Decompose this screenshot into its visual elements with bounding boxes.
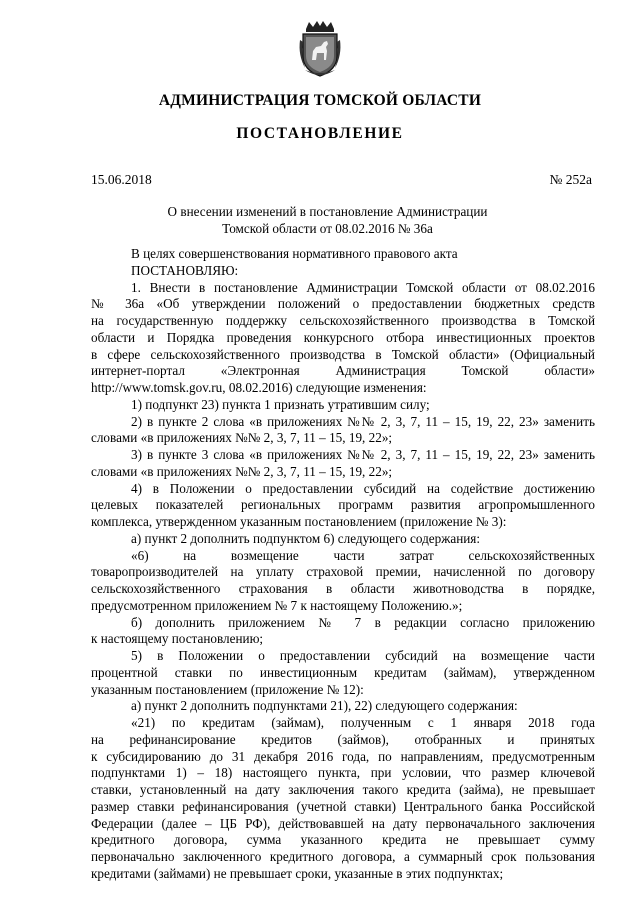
document-body [91,246,595,883]
body-line: Федерации (далее – ЦБ РФ), действовавшей на дату первоначального заключения [91,815,595,831]
body-line: а) пункт 2 дополнить подпунктом 6) следующего содержания: [131,530,481,546]
body-line: 1. Внести в постановление Администрации Томской области от 08.02.2016 [131,279,595,295]
tomsk-coat-of-arms-icon [297,20,343,78]
body-line: процентной ставки по инвестиционным кредитам (займам), утвержденном [91,664,595,680]
body-line: 2) в пункте 2 слова «в приложениях №№ 2, 3, 7, 11 – 15, 19, 22, 23» заменить [131,413,595,429]
body-line: «21) по кредитам (займам), полученным с 1 января 2018 года [131,715,595,730]
body-line: словами «в приложениях №№ 2, 3, 7, 11 – 15, 19, 22»; [91,430,393,446]
document-subject [0,204,640,237]
body-line: http://www.tomsk.gov.ru, 08.02.2016) следующие изменения: [91,380,427,395]
body-line: кредитами (займами) не превышает сроки, указанные в этих подпунктах; [91,865,504,881]
document-number: № 252а [549,172,592,187]
body-line: размер ставки рефинансирования (учетной ставки) Центрального банка Российской [91,798,595,814]
body-line: кредитного договора, сумма указанного кредита не превышает сумму [91,832,595,848]
subject-line: О внесении изменений в постановление Администрации [167,204,488,219]
body-line: указанным постановлением (приложение № 12): [91,681,364,697]
body-line: товаропроизводителей на уплату страховой премии, начисленной по договору [91,564,595,580]
body-line: б) дополнить приложением № 7 в редакции согласно приложению [131,614,595,630]
body-line: № 36а «Об утверждении положений о предоставлении бюджетных средств [91,296,595,312]
body-line: словами «в приложениях №№ 2, 3, 7, 11 – 15, 19, 22»; [91,463,393,479]
body-line: 5) в Положении о предоставлении субсидий на возмещение части [131,648,595,663]
subject-line: Томской области от 08.02.2016 № 36а [222,220,433,236]
organization-title: АДМИНИСТРАЦИЯ ТОМСКОЙ ОБЛАСТИ [158,92,482,109]
body-line: 3) в пункте 3 слова «в приложениях №№ 2, 3, 7, 11 – 15, 19, 22, 23» заменить [131,447,595,462]
body-line: к субсидированию до 31 декабря 2016 года, по направлениям, предусмотренным [91,748,595,764]
body-line: 1) подпункт 23) пункта 1 признать утратившим силу; [131,396,430,412]
body-line: подпунктами 1) – 18) настоящего пункта, при условии, что размер ключевой [91,765,595,781]
body-line: первоначально заключенного кредитного договора, а суммарный срок пользования [91,849,595,864]
body-line: В целях совершенствования нормативного правового акта [131,246,458,261]
body-line: в сфере сельскохозяйственного производства в Томской области» (Официальный [91,346,595,362]
body-line: «6) на возмещение части затрат сельскохозяйственных [131,547,595,563]
body-line: целевых показателей региональных программ развития агропромышленного [91,497,595,513]
body-line: ПОСТАНОВЛЯЮ: [131,262,239,278]
body-line: 4) в Положении о предоставлении субсидий на содействие достижению [131,480,595,496]
document-type: ПОСТАНОВЛЕНИЕ [236,125,404,142]
body-line: сельскохозяйственного страхования в области животноводства в порядке, [91,581,595,596]
body-line: ставки, установленный на дату заключения такого кредита (займа), не превышает [91,782,595,797]
body-line: комплекса, утвержденном указанным постановлением (приложение № 3): [91,514,507,529]
body-line: предусмотренном приложением № 7 к настоящему Положению.»; [91,597,463,613]
body-line: а) пункт 2 дополнить подпунктами 21), 22) следующего содержания: [131,698,518,714]
body-line: области и Порядка проведения конкурсного отбора инвестиционных проектов [91,329,595,345]
body-line: к настоящему постановлению; [91,631,264,647]
body-line: интернет-портал «Электронная Администрация Томской области» [91,363,595,379]
document-date: 15.06.2018 [91,172,152,187]
body-line: на государственную поддержку сельскохозяйственного производства в Томской [91,313,595,328]
body-line: на рефинансирование кредитов (займов), отобранных и принятых [91,731,595,747]
